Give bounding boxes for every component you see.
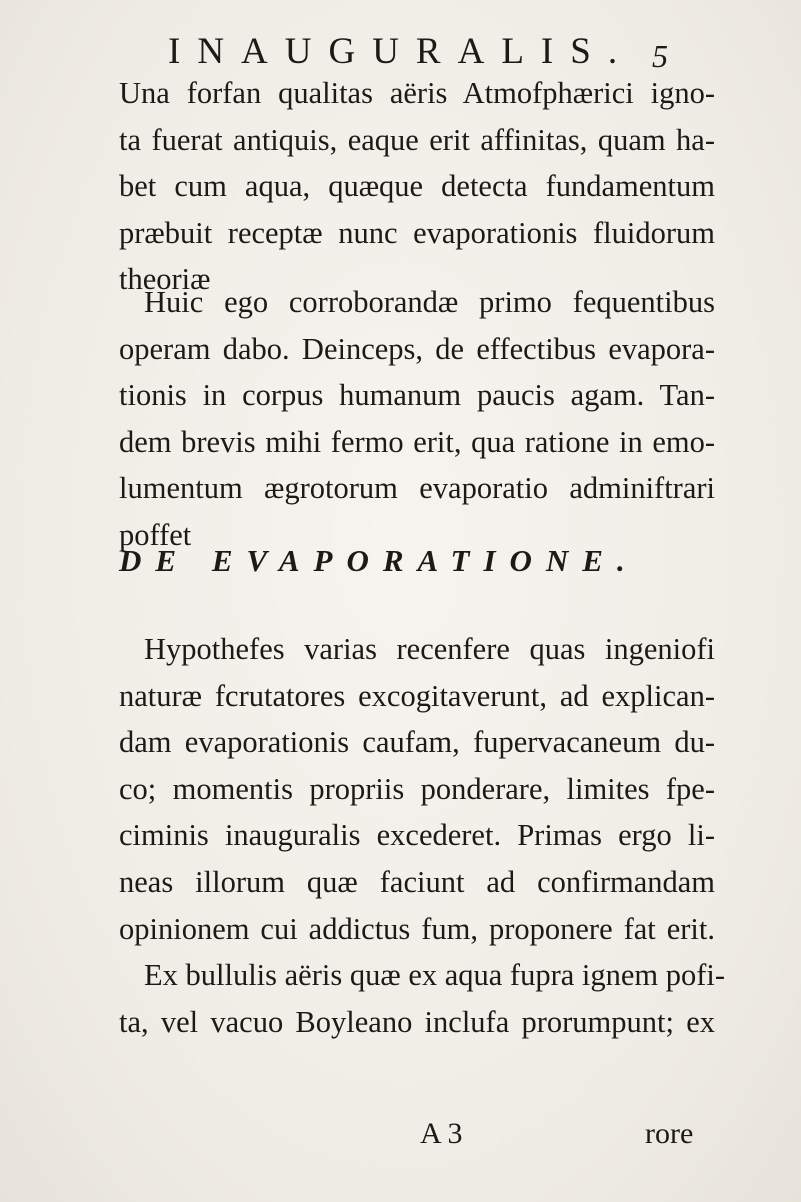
text-line: tionis in corpus humanum paucis agam. Tan-	[119, 378, 715, 413]
section-heading: DE EVAPORATIONE.	[119, 543, 639, 578]
text-line: Ex bullulis aëris quæ ex aqua fupra ignem pofi-	[144, 958, 726, 993]
text-line: co; momentis propriis ponderare, limites fpe-	[119, 771, 715, 806]
running-title: INAUGURALIS.	[168, 31, 635, 72]
text-line: ciminis inauguralis excederet. Primas ergo li-	[119, 818, 715, 853]
text-line: lumentum ægrotorum evaporatio adminiftrari	[119, 471, 715, 506]
text-line: naturæ fcrutatores excogitaverunt, ad explican-	[119, 678, 715, 713]
text-line: neas illorum quæ faciunt ad confirmandam	[119, 864, 715, 899]
text-line: theoriæ	[119, 262, 211, 297]
text-line: Una forfan qualitas aëris Atmofphærici igno-	[119, 76, 715, 110]
text-line: Huic ego corroborandæ primo fequentibus	[144, 285, 715, 319]
text-line: ta fuerat antiquis, eaque erit affinitas, quam ha-	[119, 122, 715, 157]
text-line: opinionem cui addictus fum, proponere fat erit.	[119, 911, 715, 946]
paragraph-3	[119, 626, 726, 1045]
text-line: operam dabo. Deinceps, de effectibus evapora-	[119, 331, 715, 366]
signature-mark: A 3	[420, 1117, 463, 1150]
text-line: dem brevis mihi fermo erit, qua ratione in emo-	[119, 424, 715, 459]
text-line: poffet	[119, 517, 192, 552]
text-line: præbuit receptæ nunc evaporationis fluidorum	[119, 215, 715, 250]
text-line: dam evaporationis caufam, fupervacaneum du-	[119, 725, 715, 760]
paragraph-2	[119, 279, 715, 559]
catchword: rore	[645, 1117, 694, 1150]
text-line: bet cum aqua, quæque detecta fundamentum	[119, 169, 715, 204]
page-number: 5	[652, 38, 668, 74]
paragraph-1	[119, 70, 715, 303]
text-line: Hypothefes varias recenfere quas ingeniofi	[144, 632, 715, 666]
text-line: ta, vel vacuo Boyleano inclufa prorumpunt; ex	[119, 1004, 715, 1039]
